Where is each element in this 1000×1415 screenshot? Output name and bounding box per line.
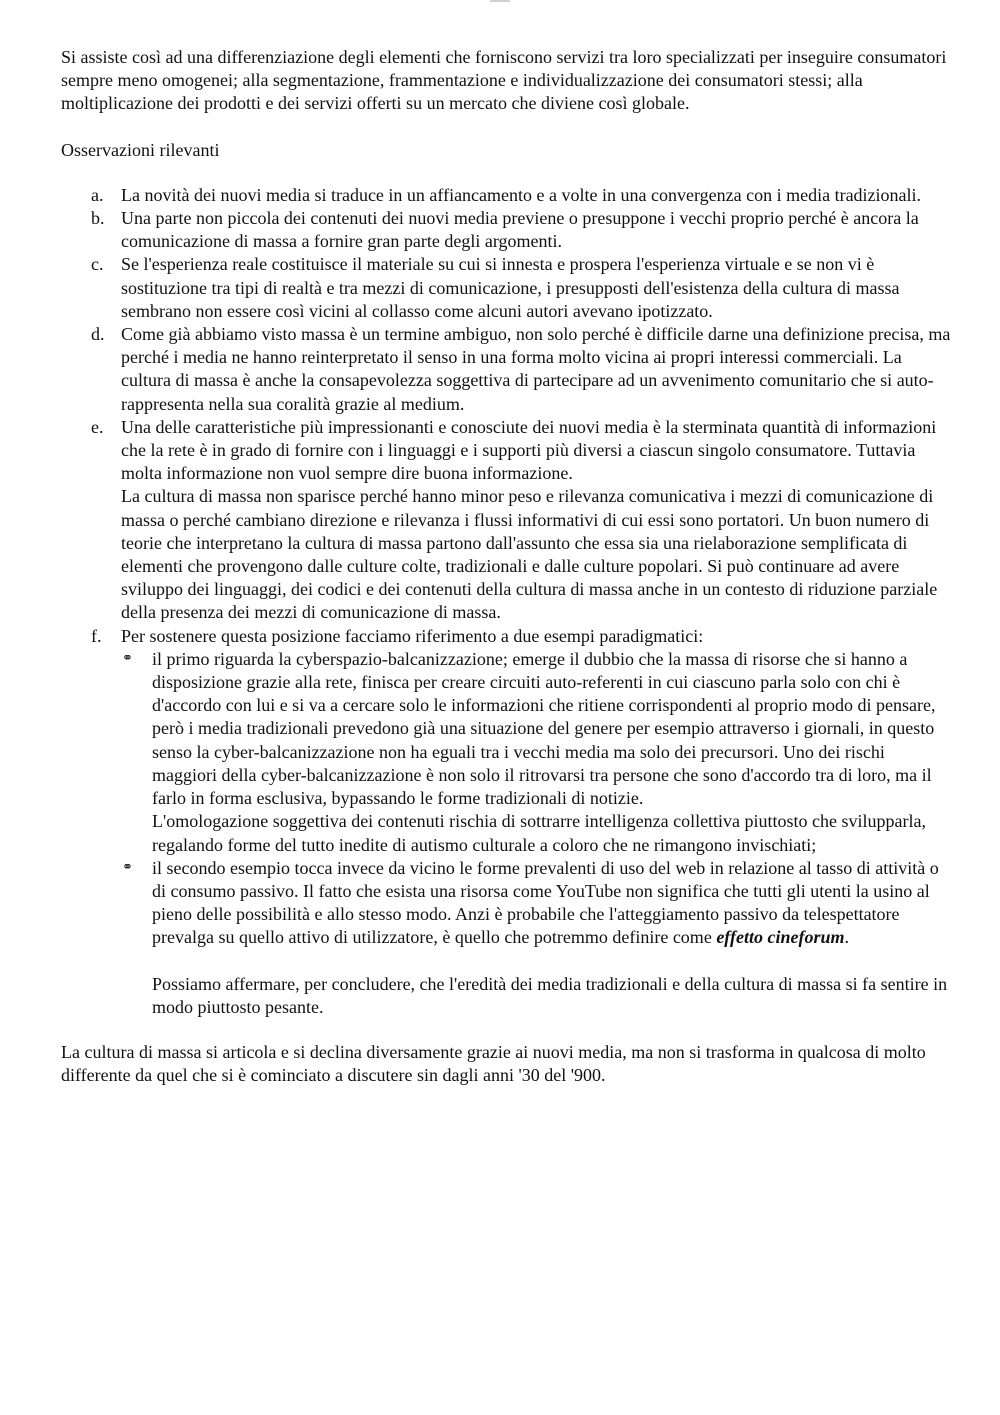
list-item-text: Una delle caratteristiche più impressionanti e conosciute dei nuovi media è la sterminata quantità di informazioni che la rete è in grado di fornire con i linguaggi e i supporti più diversi a ciascun singolo consumatore. Tuttavia molta informazione non vuol sempre dire buona informazione. [121, 416, 937, 484]
list-marker: e. [91, 416, 104, 437]
intro-paragraph: Si assiste così ad una differenziazione degli elementi che forniscono servizi tra loro specializzati per inseguire consumatori sempre meno omogenei; alla segmentazione, frammentazione e individualizzazione dei consumatori stessi; alla moltiplicazione dei prodotti e dei servizi offerti su un mercato che diviene così globale. [61, 47, 947, 114]
list-marker: d. [91, 324, 105, 345]
list-item-text: Una parte non piccola dei contenuti dei nuovi media previene o presuppone i vecchi proprio perché è ancora la comunicazione di massa a fornire gran parte degli argomenti. [121, 208, 919, 252]
list-item-text: Per sostenere questa posizione facciamo riferimento a due esempi paradigmatici: [121, 625, 704, 646]
observations-list [61, 184, 951, 1019]
sub-item-cyberbalcanizzazione [121, 648, 951, 857]
list-marker: a. [91, 184, 104, 205]
bullet-icon: ⚭ [122, 858, 133, 874]
page-header-mark [490, 0, 510, 2]
list-item-text: La novità dei nuovi media si traduce in un affiancamento e a volte in una convergenza con i media tradizionali. [121, 184, 922, 205]
spacer [152, 950, 951, 973]
list-item-text-continued: La cultura di massa non sparisce perché hanno minor peso e rilevanza comunicativa i mezzi di comunicazione di massa o perché cambiano direzione e rilevanza i flussi informativi di cui essi sono portatori. Un buon numero di teorie che interpretano la cultura di massa partono dall'assunto che essa sia una rielaborazione semplificata di elementi che provengono dalle culture colte, tradizionali e dalle culture popolari. Si può continuare ad avere sviluppo dei linguaggi, dei codici e dei contenuti della cultura di massa anche in un contesto di riduzione parziale della presenza dei mezzi di comunicazione di massa. [121, 486, 938, 623]
list-item-text: Se l'esperienza reale costituisce il materiale su cui si innesta e prospera l'esperienza virtuale e se non vi è sostituzione tra tipi di realtà e tra mezzi di comunicazione, i presupposti dell'esistenza della cultura di massa sembrano non essere così vicini al collasso come alcuni autori avevano ipotizzato. [121, 254, 900, 321]
bullet-icon: ⚭ [122, 649, 133, 665]
sub-item-text-end: . [844, 927, 849, 948]
list-marker: c. [91, 254, 104, 275]
section-heading: Osservazioni rilevanti [61, 139, 220, 160]
sub-item-youtube [121, 857, 951, 1019]
list-marker: b. [91, 208, 105, 229]
sub-item-text [152, 857, 951, 950]
list-marker: f. [91, 625, 102, 646]
list-item-d [61, 323, 951, 416]
conclusion-paragraph: La cultura di massa si articola e si declina diversamente grazie ai nuovi media, ma non si trasforma in qualcosa di molto differente da quel che si è cominciato a discutere sin dagli anni '30 del '900. [61, 1041, 926, 1086]
list-item-c [61, 253, 951, 323]
list-item-text: Come già abbiamo visto massa è un termine ambiguo, non solo perché è difficile darne una definizione precisa, ma perché i media ne hanno reinterpretato il senso in una forma molto vicina ai propri interessi commerciali. La cultura di massa è anche la consapevolezza soggettiva di partecipare ad un avvenimento comunitario che si auto-rappresenta nella sua coralità grazie al medium. [121, 324, 951, 414]
list-item-e [61, 416, 951, 625]
list-item-b [61, 207, 951, 253]
list-item-a [61, 184, 951, 207]
sub-item-text: il primo riguarda la cyberspazio-balcanizzazione; emerge il dubbio che la massa di risorse che si hanno a disposizione grazie alla rete, finisca per creare circuiti auto-referenti in cui ciascuno parla solo con chi è d'accordo con lui e si va a cercare solo le informazioni che ritiene corrispondenti al proprio modo di pensare, però i media tradizionali prevedono già una situazione del genere per esempio attraverso i giornali, in questo senso la cyber-balcanizzazione non ha eguali tra i vecchi media ma solo dei precursori. Uno dei rischi maggiori della cyber-balcanizzazione è non solo il ritrovarsi tra persone che sono d'accordo tra di loro, ma il farlo in forma esclusiva, bypassando le forme tradizionali di notizie. [152, 648, 936, 809]
sub-item-text-main: il secondo esempio tocca invece da vicino le forme prevalenti di uso del web in relazione al tasso di attività o di consumo passivo. Il fatto che esista una risorsa come YouTube non significa che tutti gli utenti la usino al pieno delle possibilità e allo stesso modo. Anzi è probabile che l'atteggiamento passivo da telespettatore prevalga su quello attivo di utilizzatore, è quello che potremmo definire come [152, 857, 939, 948]
document-page [61, 46, 951, 1087]
sub-item-text-continued: Possiamo affermare, per concludere, che l'eredità dei media tradizionali e della cultura di massa si fa sentire in modo piuttosto pesante. [152, 973, 948, 1017]
sub-item-text-continued: L'omologazione soggettiva dei contenuti rischia di sottrarre intelligenza collettiva piuttosto che svilupparla, regalando forme del tutto inedite di autismo culturale a coloro che ne rimangono invischiati; [152, 811, 927, 855]
examples-sublist [121, 648, 951, 1019]
emphasis-term: effetto cineforum [716, 927, 845, 948]
list-item-f [61, 625, 951, 1019]
